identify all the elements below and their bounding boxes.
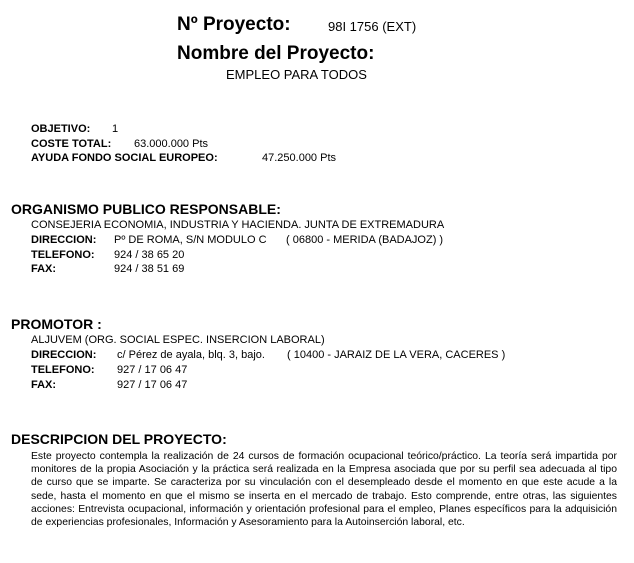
ayuda-label: AYUDA FONDO SOCIAL EUROPEO: — [31, 152, 218, 164]
promotor-telefono-value: 927 / 17 06 47 — [117, 364, 188, 376]
project-name-label: Nombre del Proyecto: — [177, 43, 375, 64]
promotor-direccion-value: c/ Pérez de ayala, blq. 3, bajo. — [117, 349, 265, 361]
organismo-telefono-label: TELEFONO: — [31, 249, 95, 261]
descripcion-title: DESCRIPCION DEL PROYECTO: — [11, 431, 227, 447]
project-name-value: EMPLEO PARA TODOS — [226, 67, 367, 82]
project-number-label: Nº Proyecto: — [177, 14, 291, 35]
promotor-title: PROMOTOR : — [11, 316, 102, 332]
coste-value: 63.000.000 Pts — [134, 138, 209, 150]
descripcion-text: Este proyecto contempla la realización de 24 cursos de formación ocupacional teórico/práctico. La teoría será impartida por monitores de la propia Asociación y la práctica será realizada en la Empresa asociada que por su perfil sea adecuada al tipo de curso que se imparte. Se caracteriza por su vinculación con el desempleado desde el momento en que este acude a la sede, hasta el momento en que el mismo se inserta en el mercado de trabajo. Esto comprende, entre otras, las siguientes acciones: Entrevista ocupacional, información y orientación profesional para el empleo, Planes específicos para la adquisición de experiencias profesionales, Información y Asesoramiento para la Autoinserción laboral, etc. — [31, 451, 617, 529]
promotor-fax-label: FAX: — [31, 379, 57, 391]
coste-label: COSTE TOTAL: — [31, 138, 112, 150]
organismo-name: CONSEJERIA ECONOMIA, INDUSTRIA Y HACIENDA. JUNTA DE EXTREMADURA — [31, 219, 445, 231]
ayuda-value: 47.250.000 Pts — [262, 152, 337, 164]
organismo-telefono-value: 924 / 38 65 20 — [114, 249, 185, 261]
objetivo-value: 1 — [112, 123, 119, 135]
objetivo-label: OBJETIVO: — [31, 123, 91, 135]
promotor-fax-value: 927 / 17 06 47 — [117, 379, 188, 391]
organismo-fax-label: FAX: — [31, 263, 57, 275]
organismo-direccion-city: ( 06800 - MERIDA (BADAJOZ) ) — [286, 234, 444, 246]
promotor-direccion-label: DIRECCION: — [31, 349, 97, 361]
organismo-direccion-label: DIRECCION: — [31, 234, 97, 246]
promotor-direccion-city: ( 10400 - JARAIZ DE LA VERA, CACERES ) — [287, 349, 506, 361]
organismo-fax-value: 924 / 38 51 69 — [114, 263, 185, 275]
project-number-value: 98I 1756 (EXT) — [328, 19, 417, 34]
promotor-name: ALJUVEM (ORG. SOCIAL ESPEC. INSERCION LABORAL) — [31, 334, 325, 346]
organismo-direccion-value: Pº DE ROMA, S/N MODULO C — [114, 234, 267, 246]
organismo-title: ORGANISMO PUBLICO RESPONSABLE: — [11, 201, 281, 217]
promotor-telefono-label: TELEFONO: — [31, 364, 95, 376]
